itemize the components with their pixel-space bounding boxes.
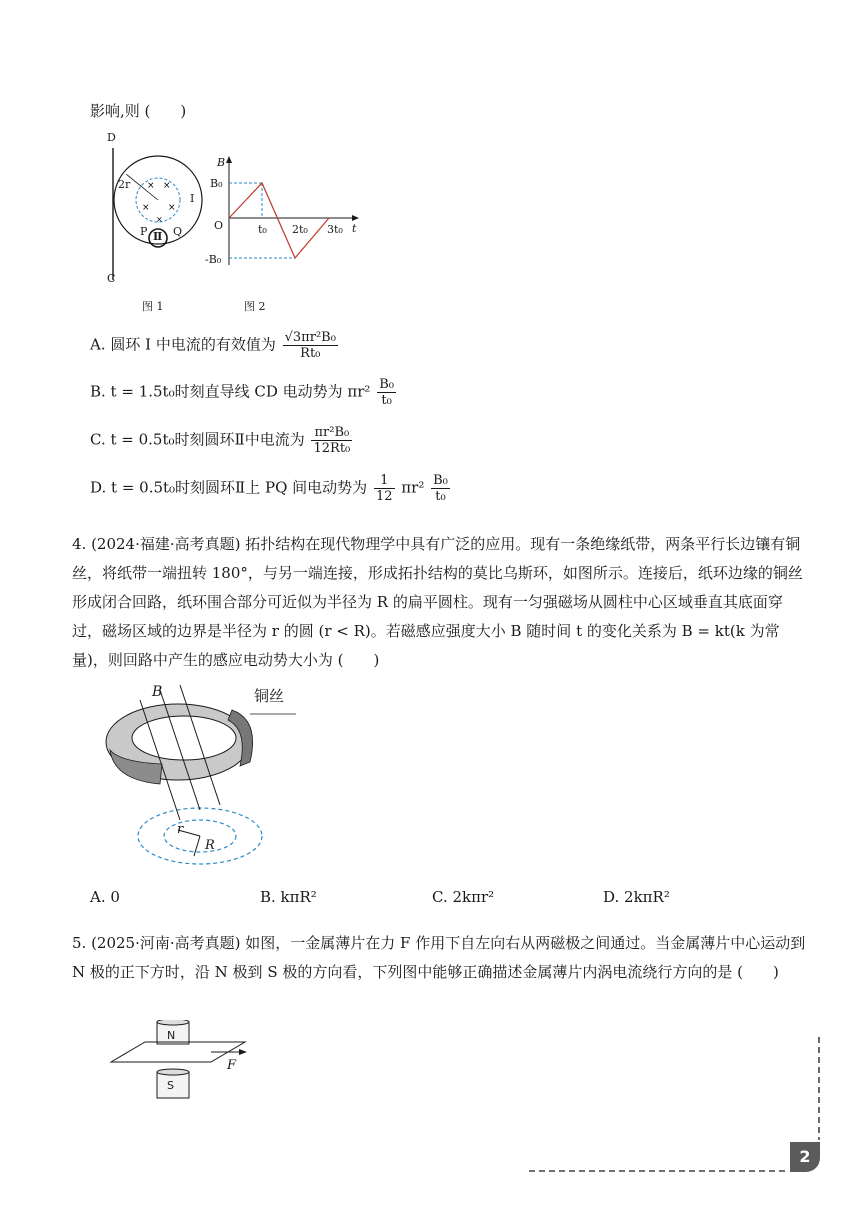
label-b0: B₀	[210, 177, 223, 190]
label-copper-wire: 铜丝	[254, 687, 285, 705]
svg-text:×: ×	[163, 181, 171, 191]
label-q: Q	[173, 225, 183, 238]
page-number: 2	[790, 1142, 820, 1172]
label-2r: 2r	[118, 178, 131, 191]
q3-option-a: A. 圆环 I 中电流的有效值为 $\frac{\text{√3πr²B₀}}{\text{Rt₀}}$	[90, 330, 336, 361]
label-t-axis: t	[352, 222, 357, 235]
label-ring-2: Ⅱ	[153, 230, 163, 243]
q4-option-a: A. 0	[90, 888, 120, 906]
label-d: D	[107, 131, 116, 144]
label-p: P	[140, 225, 148, 238]
figure-2-graph	[225, 155, 365, 270]
label-ring-1: Ⅰ	[190, 192, 195, 205]
figure-1-rings	[100, 130, 210, 290]
label-c: C	[107, 272, 116, 285]
label-2t0: 2t₀	[292, 223, 308, 236]
question-4-text: 4. (2024·福建·高考真题) 拓扑结构在现代物理学中具有广泛的应用。现有一条绝缘纸带，两条平行长边镶有铜丝，将纸带一端扭转 180°，与另一端连接，形成拓扑结构的莫比乌斯环，如图所示。连接后，纸环边缘的铜丝形成闭合回路，纸环围合部分可近似为半径为 R 的扁平圆柱。现有一匀强磁场从圆柱中心区域垂直其底面穿过，磁场区域的边界是半径为 r 的圆 (r < R)。若磁感应强度大小 B 随时间 t 的变化关系为 B = kt(k 为常量)，则回路中产生的感应电动势大小为 ( )	[72, 535, 803, 669]
svg-text:×: ×	[147, 181, 155, 191]
figure-1-caption: 图 1	[142, 300, 164, 313]
q4-option-c: C. 2kπr²	[432, 888, 495, 906]
label-origin: O	[214, 219, 224, 232]
label-3t0: 3t₀	[327, 223, 343, 236]
svg-text:×: ×	[142, 203, 150, 213]
figure-2-caption: 图 2	[244, 300, 266, 313]
label-neg-b0: -B₀	[205, 253, 222, 266]
q3-option-d: D. t = 0.5t₀时刻圆环Ⅱ上 PQ 间电动势为 $\frac{1}{12}$ πr² $\frac{\text{B₀}}{\text{t₀}}$	[90, 473, 448, 504]
q4-option-d: D. 2kπR²	[603, 888, 670, 906]
page-frame-dashes	[525, 1035, 825, 1175]
q4-option-b: B. kπR²	[260, 888, 317, 906]
label-s-pole: S	[167, 1079, 174, 1092]
label-b-axis: B	[217, 156, 226, 169]
svg-text:×: ×	[168, 203, 176, 213]
label-r-small: r	[177, 822, 184, 837]
label-force-f: F	[227, 1058, 237, 1073]
q3-option-c: C. t = 0.5t₀时刻圆环Ⅱ中电流为 $\frac{\text{πr²B₀}}{\text{12Rt₀}}$	[90, 425, 351, 456]
label-r-large: R	[205, 838, 215, 853]
b-curve	[229, 183, 329, 258]
label-b-field: B	[152, 684, 163, 700]
question-5-text: 5. (2025·河南·高考真题) 如图，一金属薄片在力 F 作用下自左向右从两磁极之间通过。当金属薄片中心运动到 N 极的正下方时，沿 N 极到 S 极的方向看，下列图中能够正确描述金属薄片内涡电流绕行方向的是 ( )	[72, 934, 806, 981]
mobius-figure	[100, 680, 300, 875]
prev-question-tail: 影响,则 ( )	[90, 102, 187, 120]
svg-text:×: ×	[156, 215, 163, 224]
q3-option-b: B. t = 1.5t₀时刻直导线 CD 电动势为 πr² $\frac{\text{B₀}}{\text{t₀}}$	[90, 377, 394, 408]
label-t0: t₀	[258, 223, 267, 236]
label-n-pole: N	[167, 1029, 176, 1042]
